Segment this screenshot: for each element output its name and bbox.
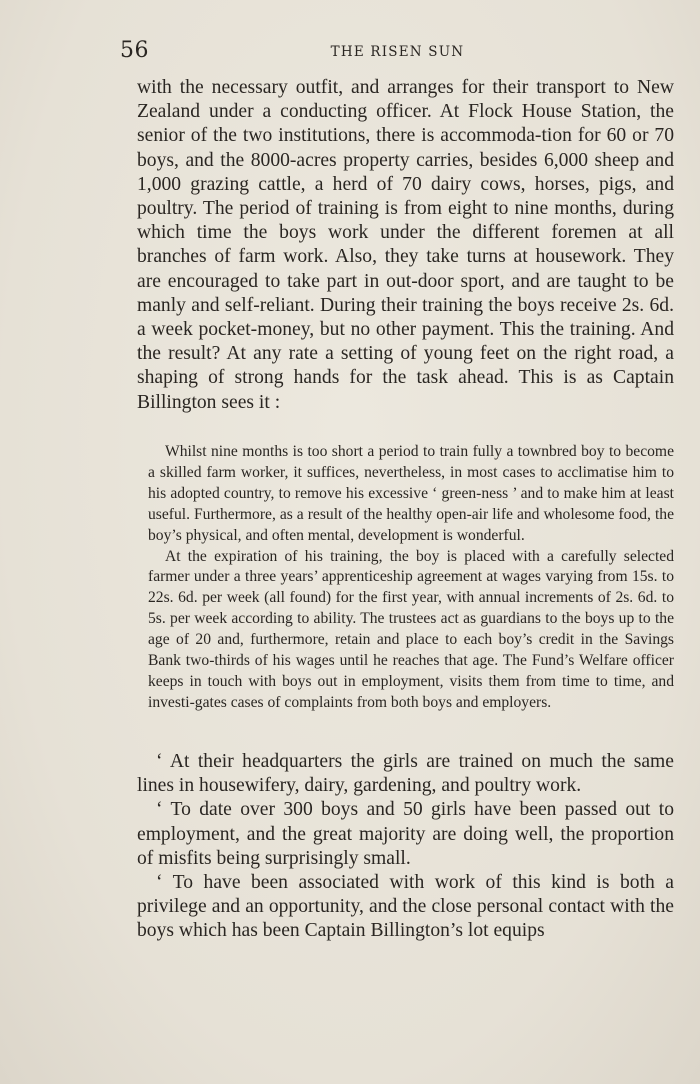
tail-paragraphs-block: [137, 750, 674, 944]
page-header: [120, 38, 675, 66]
tail-paragraph-2: ‘ To date over 300 boys and 50 girls have been passed out to employment, and the great majority are doing well, the proportion of misfits being surprisingly small.: [137, 799, 674, 869]
quote-paragraph-1: Whilst nine months is too short a period to train fully a townbred boy to become a skilled farm worker, it suffices, nevertheless, in most cases to acclimatise him to his adopted country, to remove his excessive ‘ green-ness ’ and to make him at least useful. Furthermore, as a result of the healthy open-air life and wholesome food, the boy’s physical, and often mental, development is wonderful.: [148, 443, 674, 544]
lead-paragraph: with the necessary outfit, and arranges for their transport to New Zealand under a conducting officer. At Flock House Station, the senior of the two institutions, there is accommoda-tion for 60 or 70 boys, and the 8000-acres property carries, besides 6,000 sheep and 1,000 grazing cattle, a herd of 70 dairy cows, horses, pigs, and poultry. The period of training is from eight to nine months, during which time the boys work under the different foremen at all branches of farm work. Also, they take turns at housework. They are encouraged to take part in out-door sport, and are taught to be manly and self-reliant. During their training the boys receive 2s. 6d. a week pocket-money, but no other payment. This the training. And the result? At any rate a setting of young feet on the right road, a shaping of strong hands for the task ahead. This is as Captain Billington sees it :: [137, 77, 674, 413]
block-quote: [148, 442, 674, 714]
page-number: 56: [120, 38, 149, 63]
quote-paragraph-2: At the expiration of his training, the boy is placed with a carefully selected farmer under a three years’ apprenticeship agreement at wages varying from 15s. to 22s. 6d. per week (all found) for the first year, with annual increments of 2s. 6d. to 5s. per week according to ability. The trustees act as guardians to the boys up to the age of 20 and, furthermore, retain and place to each boy’s credit in the Savings Bank two-thirds of his wages until he reaches that age. The Fund’s Welfare officer keeps in touch with boys out in employment, visits them from time to time, and investi-gates cases of complaints from both boys and employers.: [148, 547, 674, 711]
tail-paragraph-1: ‘ At their headquarters the girls are trained on much the same lines in housewifery, dairy, gardening, and poultry work.: [137, 751, 674, 797]
lead-paragraph-block: [137, 76, 674, 415]
running-title: THE RISEN SUN: [330, 44, 465, 60]
tail-paragraph-3: ‘ To have been associated with work of this kind is both a privilege and an opportunity, and the close personal contact with the boys which has been Captain Billington’s lot equips: [137, 872, 674, 942]
